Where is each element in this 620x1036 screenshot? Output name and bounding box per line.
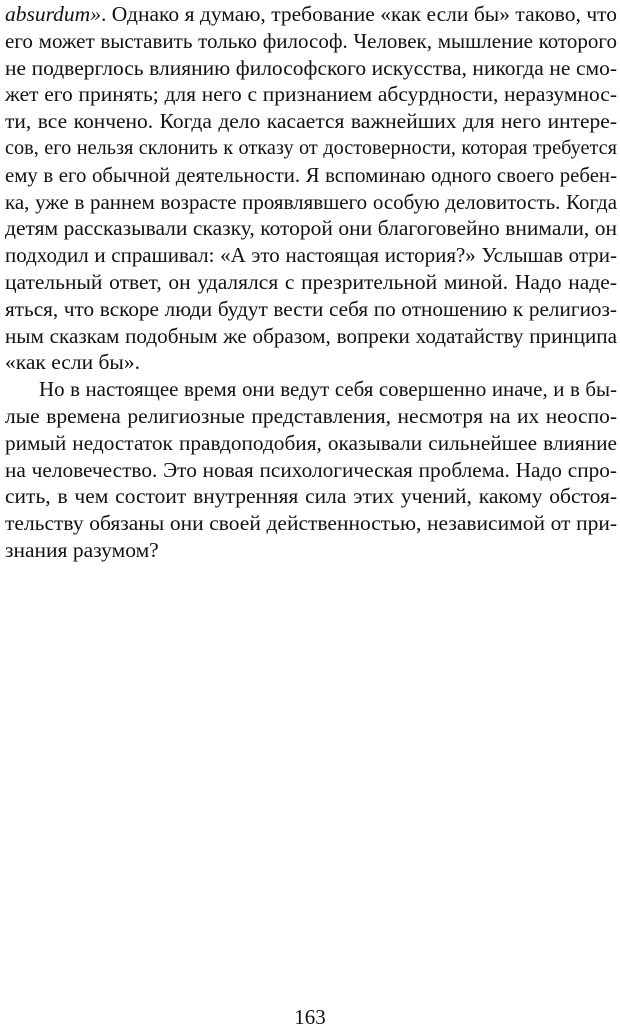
text-line: сить, в чем состоит внутренняя сила этих учений, какому обстоя- xyxy=(5,484,617,509)
text-line: лые времена религиозные представления, несмотря на их неоспо- xyxy=(5,403,617,428)
text-line: ка, уже в раннем возрасте проявлявшего особую деловитость. Когда xyxy=(5,189,617,214)
text-line: Но в настоящее время они ведут себя совершенно иначе, и в бы- xyxy=(39,377,617,402)
body-text xyxy=(5,1,617,564)
text-line: на человечество. Это новая психологическая проблема. Надо спро- xyxy=(5,457,617,482)
latin-phrase: absurdum» xyxy=(5,2,101,26)
paragraph-1 xyxy=(5,1,617,376)
text-line: яться, что вскоре люди будут вести себя по отношению к религиоз- xyxy=(5,296,617,321)
text-line: «как если бы». xyxy=(5,350,140,375)
text-line: жет его принять; для него с признанием абсурдности, неразумнос- xyxy=(5,82,617,107)
text-line: римый недостаток правдоподобия, оказывали сильнейшее влияние xyxy=(5,430,617,455)
text-line: ему в его обычной деятельности. Я вспоминаю одного своего ребен- xyxy=(5,162,617,187)
text-line: знания разумом? xyxy=(5,537,159,562)
text-line xyxy=(5,1,617,28)
text-line: тельству обязаны они своей действенностью, независимой от при- xyxy=(5,511,617,536)
text-line: не подверглось влиянию философского искусства, никогда не смо- xyxy=(5,55,617,80)
text-fragment: . Однако я думаю, требование «как если бы» таково, что xyxy=(100,2,617,26)
text-line: подходил и спрашивал: «А это настоящая история?» Услышав отри- xyxy=(5,243,617,268)
text-line: цательный ответ, он удалялся с презрительной миной. Надо наде- xyxy=(5,269,617,294)
text-line: сов, его нельзя склонить к отказу от достоверности, которая требуется xyxy=(5,136,617,159)
text-line: его может выставить только философ. Человек, мышление которого xyxy=(5,28,617,53)
text-line: ти, все кончено. Когда дело касается важнейших для него интере- xyxy=(5,109,617,134)
page-number: 163 xyxy=(294,1005,326,1029)
paragraph-2 xyxy=(5,376,617,564)
text-line: ным сказкам подобным же образом, вопреки ходатайству принципа xyxy=(5,323,617,348)
text-line: детям рассказывали сказку, которой они благоговейно внимали, он xyxy=(5,216,617,241)
